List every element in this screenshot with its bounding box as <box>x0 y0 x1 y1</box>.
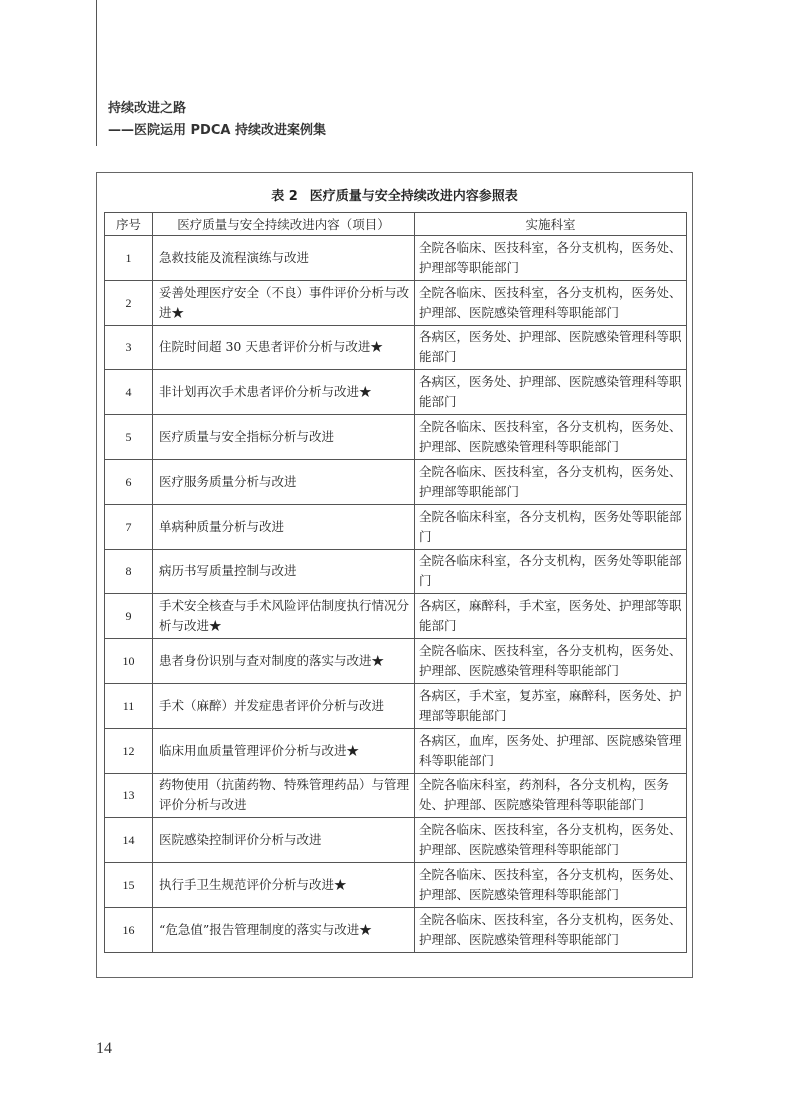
table-row <box>105 459 687 504</box>
table-row <box>105 236 687 281</box>
table-label: 表 2 <box>271 189 298 204</box>
table-row <box>105 818 687 863</box>
row-number: 8 <box>105 549 153 594</box>
table-caption: 医疗质量与安全持续改进内容参照表 <box>309 189 518 204</box>
reference-table <box>104 212 687 953</box>
row-number: 2 <box>105 280 153 325</box>
table-row <box>105 415 687 460</box>
row-number: 12 <box>105 728 153 773</box>
row-item: 手术安全核查与手术风险评估制度执行情况分析与改进★ <box>153 594 415 639</box>
row-number: 7 <box>105 504 153 549</box>
table-row <box>105 683 687 728</box>
book-title: 持续改进之路 <box>108 101 187 116</box>
row-department: 各病区，血库，医务处、护理部、医院感染管理科等职能部门 <box>415 728 687 773</box>
column-header-item: 医疗质量与安全持续改进内容（项目） <box>153 213 415 236</box>
row-department: 全院各临床、医技科室，各分支机构，医务处、护理部、医院感染管理科等职能部门 <box>415 639 687 684</box>
row-number: 10 <box>105 639 153 684</box>
table-row <box>105 728 687 773</box>
row-department: 全院各临床科室，药剂科，各分支机构，医务处、护理部、医院感染管理科等职能部门 <box>415 773 687 818</box>
row-department: 各病区，手术室，复苏室，麻醉科，医务处、护理部等职能部门 <box>415 683 687 728</box>
row-item: 药物使用（抗菌药物、特殊管理药品）与管理评价分析与改进 <box>153 773 415 818</box>
row-department: 全院各临床、医技科室，各分支机构，医务处、护理部等职能部门 <box>415 236 687 281</box>
row-number: 6 <box>105 459 153 504</box>
row-item: 非计划再次手术患者评价分析与改进★ <box>153 370 415 415</box>
table-title <box>97 185 692 204</box>
row-department: 全院各临床、医技科室，各分支机构，医务处、护理部、医院感染管理科等职能部门 <box>415 415 687 460</box>
page-number: 14 <box>96 1040 112 1057</box>
row-item: 急救技能及流程演练与改进 <box>153 236 415 281</box>
row-department: 全院各临床科室，各分支机构，医务处等职能部门 <box>415 504 687 549</box>
row-item: 病历书写质量控制与改进 <box>153 549 415 594</box>
row-number: 11 <box>105 683 153 728</box>
row-number: 3 <box>105 325 153 370</box>
table-row <box>105 594 687 639</box>
table-row <box>105 370 687 415</box>
row-item: 手术（麻醉）并发症患者评价分析与改进 <box>153 683 415 728</box>
row-number: 9 <box>105 594 153 639</box>
row-number: 15 <box>105 863 153 908</box>
row-item: 医疗服务质量分析与改进 <box>153 459 415 504</box>
row-number: 5 <box>105 415 153 460</box>
margin-rule <box>96 0 97 146</box>
row-department: 全院各临床、医技科室，各分支机构，医务处、护理部等职能部门 <box>415 459 687 504</box>
row-item: 患者身份识别与查对制度的落实与改进★ <box>153 639 415 684</box>
row-department: 全院各临床、医技科室，各分支机构，医务处、护理部、医院感染管理科等职能部门 <box>415 907 687 952</box>
table-row <box>105 504 687 549</box>
table-row <box>105 639 687 684</box>
row-item: 医院感染控制评价分析与改进 <box>153 818 415 863</box>
table-row <box>105 863 687 908</box>
row-number: 4 <box>105 370 153 415</box>
table-row <box>105 773 687 818</box>
row-department: 各病区，医务处、护理部、医院感染管理科等职能部门 <box>415 325 687 370</box>
row-item: 妥善处理医疗安全（不良）事件评价分析与改进★ <box>153 280 415 325</box>
table-row <box>105 549 687 594</box>
running-head <box>108 100 326 140</box>
table-row <box>105 280 687 325</box>
row-item: 住院时间超 30 天患者评价分析与改进★ <box>153 325 415 370</box>
row-item: 医疗质量与安全指标分析与改进 <box>153 415 415 460</box>
row-department: 各病区，医务处、护理部、医院感染管理科等职能部门 <box>415 370 687 415</box>
column-header-no: 序号 <box>105 213 153 236</box>
row-item: 临床用血质量管理评价分析与改进★ <box>153 728 415 773</box>
row-department: 全院各临床、医技科室，各分支机构，医务处、护理部、医院感染管理科等职能部门 <box>415 280 687 325</box>
row-item: “危急值”报告管理制度的落实与改进★ <box>153 907 415 952</box>
row-department: 全院各临床、医技科室，各分支机构，医务处、护理部、医院感染管理科等职能部门 <box>415 818 687 863</box>
table-header-row <box>105 213 687 236</box>
row-department: 全院各临床、医技科室，各分支机构，医务处、护理部、医院感染管理科等职能部门 <box>415 863 687 908</box>
row-item: 单病种质量分析与改进 <box>153 504 415 549</box>
row-item: 执行手卫生规范评价分析与改进★ <box>153 863 415 908</box>
table-row <box>105 907 687 952</box>
row-number: 16 <box>105 907 153 952</box>
table-body <box>105 236 687 953</box>
table-row <box>105 325 687 370</box>
row-number: 1 <box>105 236 153 281</box>
row-number: 13 <box>105 773 153 818</box>
book-subtitle: ——医院运用 PDCA 持续改进案例集 <box>108 123 326 138</box>
row-department: 各病区，麻醉科，手术室，医务处、护理部等职能部门 <box>415 594 687 639</box>
column-header-dept: 实施科室 <box>415 213 687 236</box>
row-department: 全院各临床科室，各分支机构，医务处等职能部门 <box>415 549 687 594</box>
row-number: 14 <box>105 818 153 863</box>
